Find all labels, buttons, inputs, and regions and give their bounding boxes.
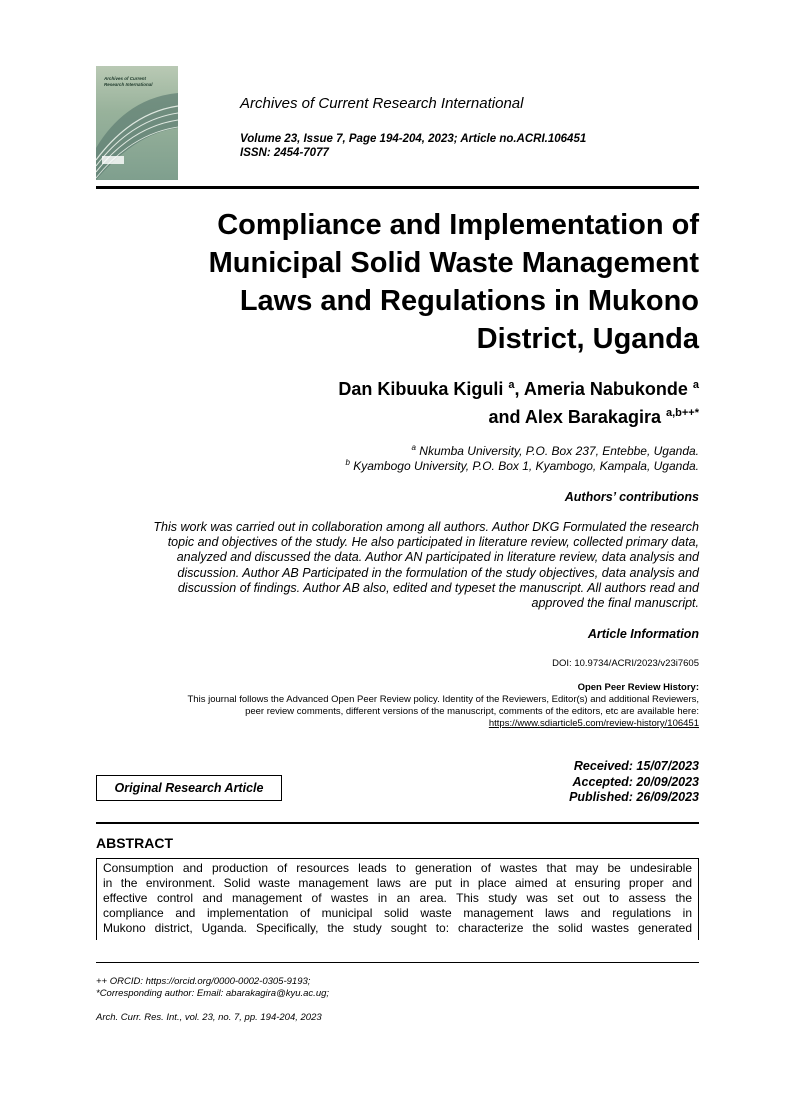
author-affiliation-mark: a (692, 379, 699, 391)
published-date: Published: 26/09/2023 (569, 790, 699, 804)
header-rule (96, 186, 699, 189)
review-history-link[interactable]: https://www.sdiarticle5.com/review-history/106451 (488, 718, 699, 729)
contributions-line: discussion of findings. Author AB also, edited and typeset the manuscript. All authors read and (177, 580, 699, 595)
article-type-badge: Original Research Article (96, 775, 282, 801)
section-rule (96, 822, 699, 824)
affiliation-text: Kyambogo University, P.O. Box 1, Kyambogo, Kampala, Uganda. (349, 459, 699, 473)
abstract-line: compliance and implementation of municipal solid waste management laws and regulations in (103, 906, 692, 921)
cover-title-line: Archives of Current (104, 76, 147, 81)
doi-text: DOI: 10.9734/ACRI/2023/v23i7605 (552, 658, 699, 669)
issn-line: ISSN: 2454-7077 (240, 147, 329, 159)
citation-line: Arch. Curr. Res. Int., vol. 23, no. 7, pp. 194-204, 2023 (96, 1012, 322, 1023)
contributions-line: topic and objectives of the study. He also participated in literature review, collected primary data, (167, 535, 699, 550)
affiliation-text: Nkumba University, P.O. Box 237, Entebbe, Uganda. (415, 444, 699, 458)
contributions-line: discussion. Author AB Participated in the formulation of the study objectives, data analysis and (177, 565, 699, 580)
article-info-heading: Article Information (587, 627, 699, 641)
title-line: District, Uganda (476, 323, 699, 355)
abstract-line: effective control and management of wastes in an area. This study was set out to assess the (103, 891, 692, 906)
abstract-line: Mukono district, Uganda. Specifically, the study sought to: characterize the solid wastes generated (103, 921, 692, 936)
cover-title (104, 76, 174, 88)
abstract-box (96, 858, 699, 940)
affiliation-mark: a (411, 443, 416, 452)
journal-cover-image (96, 66, 178, 180)
title-line: Laws and Regulations in Mukono (239, 285, 699, 317)
author-line (200, 403, 699, 431)
author-name: Dan Kibuuka Kiguli (338, 379, 509, 399)
contributions-line: This work was carried out in collaboration among all authors. Author DKG Formulated the research (153, 520, 699, 534)
affiliation-mark: b (345, 458, 350, 467)
affiliation-line (250, 459, 699, 474)
affiliations (250, 444, 699, 474)
received-date: Received: 15/07/2023 (573, 759, 699, 773)
author-name: Ameria Nabukonde (523, 379, 693, 399)
volume-line: Volume 23, Issue 7, Page 194-204, 2023; Article no.ACRI.106451 (240, 133, 587, 145)
author-separator: , (514, 379, 524, 399)
affiliation-line (250, 444, 699, 459)
title-line: Compliance and Implementation of (217, 209, 699, 241)
contributions-line: analyzed and discussed the data. Author AN participated in literature review, data analysis and (176, 550, 699, 565)
contributions-text (96, 520, 699, 611)
cover-title-line: Research International (104, 82, 153, 87)
footnote-rule (96, 962, 699, 963)
journal-name: Archives of Current Research International (240, 95, 524, 112)
accepted-date: Accepted: 20/09/2023 (572, 774, 699, 789)
author-line (200, 375, 699, 403)
corresponding-author-footnote: *Corresponding author: Email: abarakagira@kyu.ac.ug; (96, 988, 330, 999)
author-list (200, 375, 699, 431)
publication-dates (399, 759, 699, 806)
author-affiliation-mark: a (508, 379, 515, 391)
orcid-footnote: ++ ORCID: https://orcid.org/0000-0002-0305-9193; (96, 976, 311, 987)
open-peer-review-line: peer review comments, different versions of the manuscript, comments of the editors, etc are available here: (245, 706, 699, 717)
abstract-line: in the environment. Solid waste management laws are put in place aimed at ensuring proper and (103, 876, 692, 891)
contributions-heading: Authors’ contributions (564, 490, 699, 504)
article-title (120, 206, 699, 358)
author-affiliation-mark: a,b++* (665, 407, 699, 419)
review-link-line (96, 718, 699, 730)
contributions-line: approved the final manuscript. (531, 596, 699, 611)
author-name: and Alex Barakagira (488, 407, 666, 427)
open-peer-review-text (96, 694, 699, 730)
open-peer-review-line: This journal follows the Advanced Open Peer Review policy. Identity of the Reviewers, Editor(s) and additional Reviewers, (187, 694, 699, 705)
cover-artwork (96, 88, 178, 180)
abstract-heading: ABSTRACT (96, 835, 173, 851)
open-peer-review-heading: Open Peer Review History: (577, 682, 699, 693)
abstract-line: Consumption and production of resources leads to generation of wastes that may be undesirable (103, 861, 692, 875)
title-line: Municipal Solid Waste Management (208, 247, 699, 279)
